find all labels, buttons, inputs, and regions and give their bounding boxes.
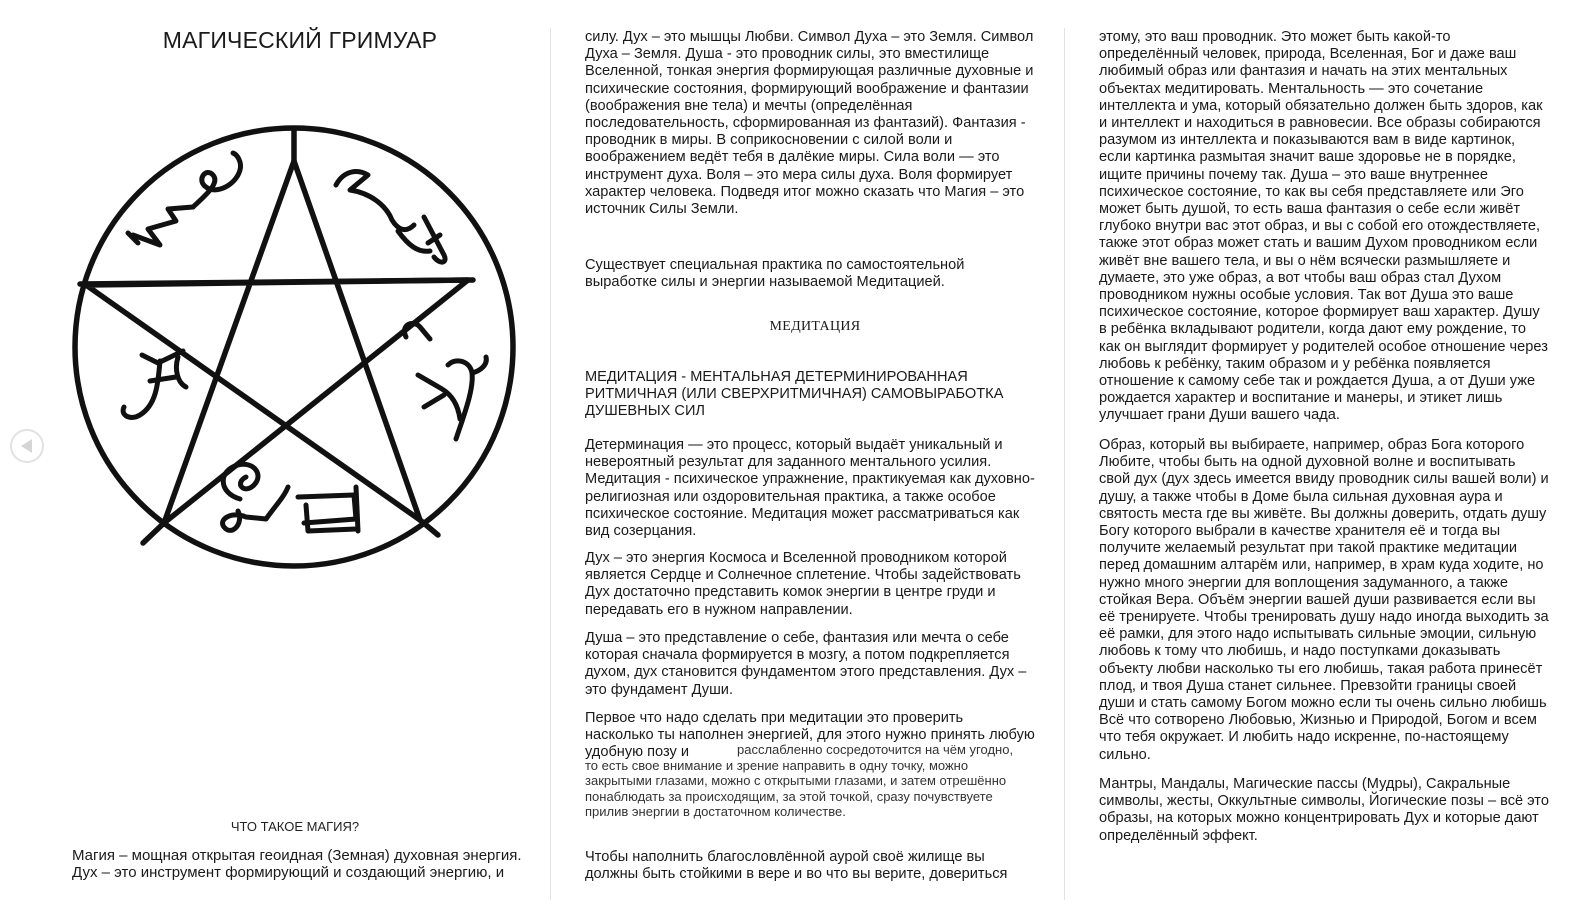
sigil-bottom	[223, 464, 358, 531]
paragraph: Магия – мощная открытая геоидная (Земная) духовная энергия. Дух – это инструмент формирующий и создающий энергию, и	[72, 847, 522, 882]
column-divider	[550, 28, 551, 900]
column-left	[0, 0, 560, 915]
pentagram-circle	[75, 128, 513, 566]
sigil-left	[123, 351, 186, 417]
chevron-left-icon	[21, 439, 32, 453]
pentagram-leg-left	[143, 523, 164, 543]
paragraph: Образ, который вы выбираете, например, образ Бога которого Любите, чтобы быть на одной духовной волне и воспитывать свой дух (дух здесь имеется ввиду проводник силы вашей воли) и душу, а также чтобы в Доме была сильная духовная аура и святость места где вы живёте. Вы должны доверить, отдать душу Богу которого выбрали в качестве хранителя её и тогда вы получите желаемый результат при такой практике медитации перед домашним алтарём или, например, в храм куда ходите, но нужно много энергии для воплощения задуманного, а также стойкая Вера. Объём энергии вашей души развивается если вы её тренируете. Чтобы тренировать душу надо иногда выходить за её рамки, для этого надо испытывать сильные эмоции, сильную любовь к тому что любишь, и надо поступками доказывать объекту любви насколько ты его любишь, такая работа принесёт плод, и твоя Душа станет сильнее. Превзойти границы своей души и стать самому Богом можно если ты очень сильно любишь Всё что сотворено Любовью, Жизнью и Природой, Богом и всем что тебя окружает. И любить надо искренне, по-настоящему сильно.	[1099, 437, 1549, 763]
pentagram-star	[86, 161, 468, 523]
paragraph: этому, это ваш проводник. Это может быть какой-то определённый человек, природа, Вселенная, Бог и даже ваш любимый образ или фантазия и начать на этих ментальных объектах медитировать. Ментальность — это сочетание интеллекта и ума, который обязательно должен быть здоров, как и интеллект и находиться в равновесии. Все образы собираются разумом из интеллекта и показываются вам в виде картинок, если картинка размытая значит ваше здоровье не в порядке, ищите причины почему так. Душа – это ваше внутреннее психическое состояние, то как вы себя представляете или Эго может быть душой, то есть ваша фантазия о себе если живёт глубоко внутри вас этот образ, и вы с собой его отождествляете, также этот образ может стать и вашим Духом проводником если живёт вне вашего тела, и вы о нём всячески размышляете и думаете, это уже образ, а вот чтобы ваш образ стал Духом проводником нужны особые условия. Так вот Душа это ваше психическое состояние, которое формирует ваш характер. Душу в ребёнка вкладывают родители, когда дают ему рождение, то как он выглядит формирует у родителей особое отношение через любовь к ребёнку, таким образом и у ребёнка появляется отношение к самому себе так и рождается Душа, а от Души уже рождается характер и воспитание и манеры, и этикет лишь улучшает грани Души вашего чада.	[1099, 29, 1548, 424]
previous-page-button[interactable]	[10, 429, 44, 463]
pentagram-illustration	[68, 125, 523, 580]
paragraph: Первое что надо сделать при медитации это проверить насколько ты наполнен энергией, для этого нужно принять любую удобную позу и	[585, 710, 1035, 761]
paragraph: Мантры, Мандалы, Магические пассы (Мудры), Сакральные символы, жесты, Оккультные символы, Йогические позы – всё это образы, на которых можно концентрировать Дух и которые дают определённый эффект.	[1099, 776, 1549, 844]
paragraph: силу. Дух – это мышцы Любви. Символ Духа – это Земля. Символ Духа – Земля. Душа - это проводник силы, это вместилище Вселенной, тонкая энергия формирующая различные духовные и психические состояния, формирующий воображение и фантазии (воображения вне тела) и мечты (определённая последовательность, сформированная из фантазий). Фантазия - проводник в миры. В соприкосновении с силой воли и воображением ведёт тебя в далёкие миры. Сила воли — это инструмент духа. Воля – это мера силы духа. Воля формирует характер человека. Подведя итог можно сказать что Магия – это источник Силы Земли.	[585, 29, 1034, 218]
document-title: МАГИЧЕСКИЙ ГРИМУАР	[162, 27, 438, 53]
paragraph: Душа – это представление о себе, фантазия или мечта о себе которая сначала формируется в мозгу, а потом подкрепляется духом, дух становится фундаментом этого представления. Дух – это фундамент Души.	[585, 630, 1027, 698]
sigil-upper-right	[336, 172, 445, 263]
subheading: МЕДИТАЦИЯ - МЕНТАЛЬНАЯ ДЕТЕРМИНИРОВАННАЯ РИТМИЧНАЯ (ИЛИ СВЕРХРИТМИЧНАЯ) САМОВЫРАБОТКА ДУШЕВНЫХ СИЛ	[585, 369, 1004, 420]
paragraph: Детерминация — это процесс, который выдаёт уникальный и невероятный результат для заданного ментального усилия. Медитация - психическое упражнение, практикуемая как духовно-религиозная или оздоровительная практика, а также особое психическое состояние. Медитация может рассматриваться как вид созерцания.	[585, 437, 1035, 540]
sigil-upper-left	[128, 153, 241, 245]
section-title-meditation: МЕДИТАЦИЯ	[769, 319, 861, 334]
section-heading-what-is-magic: ЧТО ТАКОЕ МАГИЯ?	[230, 819, 360, 834]
column-divider	[1064, 28, 1065, 900]
paragraph: Дух – это энергия Космоса и Вселенной проводником которой является Сердце и Солнечное сплетение. Чтобы задействовать Дух достаточно представить комок энергии в центре груди и передавать его в нужном направлении.	[585, 550, 1021, 618]
paragraph: Существует специальная практика по самостоятельной выработке силы и энергии называемой Медитацией.	[585, 257, 965, 291]
paragraph: Чтобы наполнить благословлённой аурой своё жилище вы должны быть стойкими в вере и во что вы верите, довериться	[585, 849, 1008, 883]
paragraph: расслабленно сосредоточится на чём угодно, то есть свое внимание и зрение направить в одну точку, можно закрытыми глазами, можно с открытыми глазами, и затем отрешённо понаблюдать за происходящим, за этой точкой, сразу почувствуете прилив энергии в достаточном количестве.	[585, 742, 1014, 820]
sigil-right	[404, 323, 486, 439]
